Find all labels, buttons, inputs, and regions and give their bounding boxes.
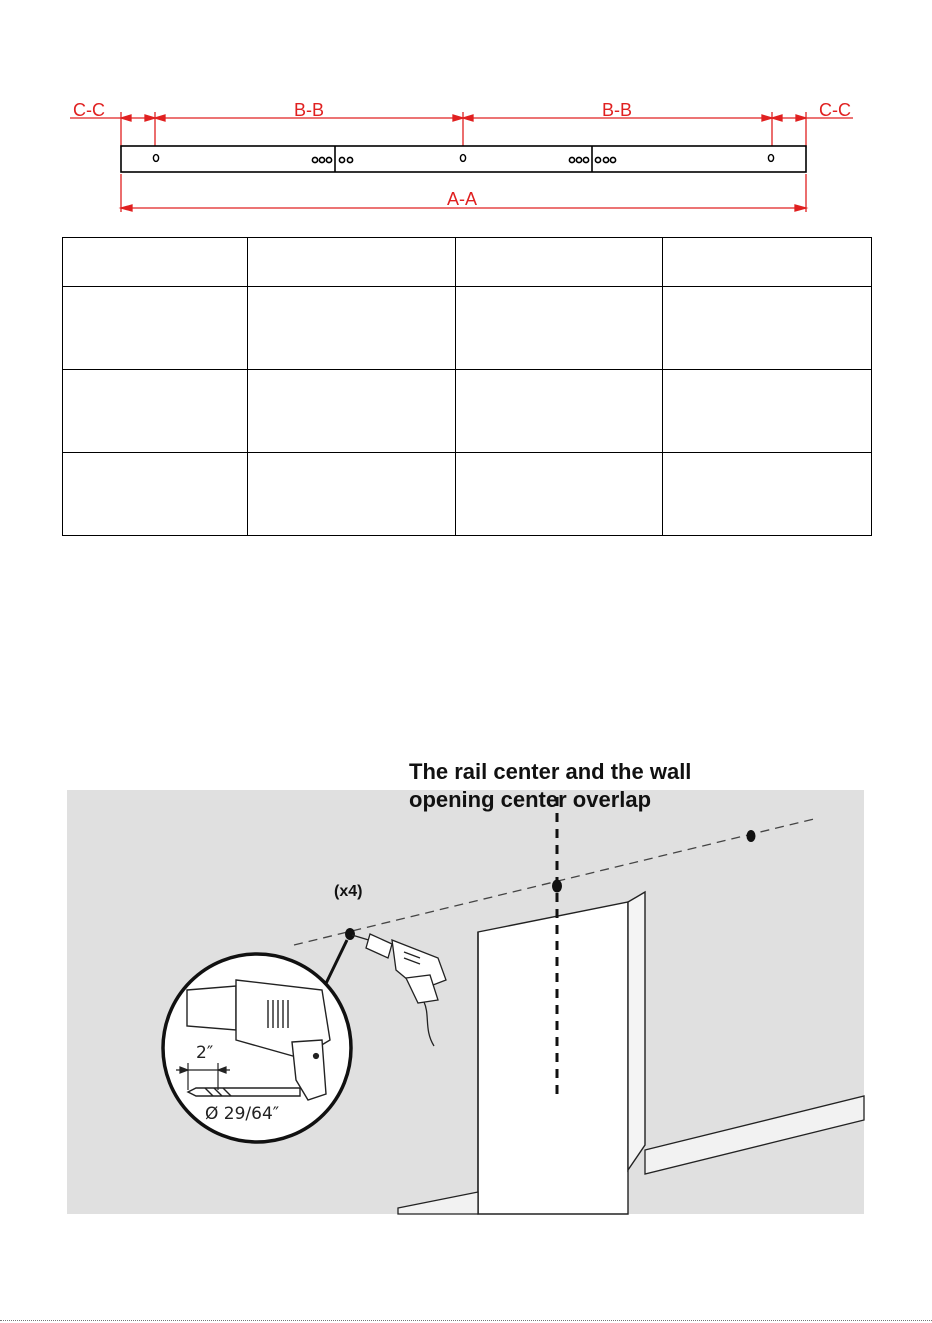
drill-bit-icon xyxy=(188,1088,300,1096)
drill-diameter-label: Ø 29/64″ xyxy=(205,1104,280,1124)
callout-line: opening center overlap xyxy=(409,787,652,812)
drill-depth-label: 2″ xyxy=(196,1043,214,1063)
dimension-label-b-left: B-B xyxy=(294,100,325,120)
dimension-label-c-right: C-C xyxy=(819,100,851,120)
page-bottom-rule xyxy=(0,1320,932,1321)
dimension-label-a-total: A-A xyxy=(447,189,478,209)
hole-count-label: (x4) xyxy=(334,883,363,900)
callout-line: The rail center and the wall xyxy=(409,759,692,784)
dimension-label-c-left: C-C xyxy=(73,100,105,120)
dimension-label-b-right: B-B xyxy=(602,100,633,120)
center-overlap-callout xyxy=(409,758,691,814)
door-opening xyxy=(478,892,645,1214)
